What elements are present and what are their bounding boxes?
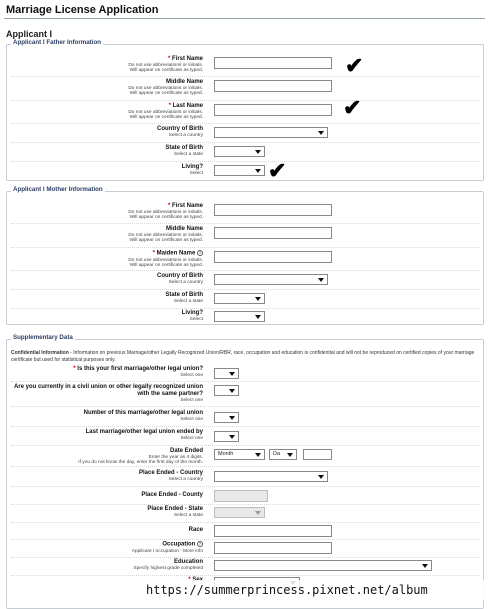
union-number-hint: Select one bbox=[180, 417, 203, 422]
row-separator bbox=[11, 76, 479, 77]
union-number-label: Number of this marriage/other legal union bbox=[83, 410, 203, 416]
mother-state-of-birth-label: State of Birth bbox=[165, 292, 203, 298]
mother-first-name-input[interactable] bbox=[214, 204, 332, 216]
row-separator bbox=[11, 406, 479, 407]
chevron-down-icon bbox=[287, 453, 293, 457]
row-separator bbox=[11, 466, 479, 467]
last-ended-by-hint: Select one bbox=[180, 436, 203, 441]
father-living-hint: Select bbox=[189, 171, 203, 176]
mother-section-legend: Applicant I Mother Information bbox=[13, 186, 103, 193]
place-country-label: Place Ended - Country bbox=[138, 470, 203, 476]
date-ended-label: Date Ended bbox=[169, 448, 203, 454]
chevron-down-icon bbox=[318, 475, 324, 479]
civil-union-label: Are you currently in a civil union or other legally recognized union bbox=[13, 384, 203, 390]
father-living-label: Living? bbox=[181, 164, 203, 170]
father-first-name-hint: Do not use abbreviations or initials. bbox=[128, 63, 203, 68]
chevron-down-icon bbox=[255, 297, 261, 301]
chevron-down-icon bbox=[255, 453, 261, 457]
mother-state-of-birth-hint: Select a state bbox=[173, 299, 203, 304]
father-country-of-birth-select[interactable] bbox=[214, 127, 328, 138]
father-middle-name-input[interactable] bbox=[214, 80, 332, 92]
father-middle-name-label: Middle Name bbox=[165, 79, 203, 85]
required-marker: * bbox=[168, 103, 171, 109]
mother-maiden-name-label: Maiden Name bbox=[156, 250, 196, 257]
row-separator bbox=[11, 270, 479, 271]
month-value: Month bbox=[218, 451, 234, 457]
chevron-down-icon bbox=[318, 131, 324, 135]
row-separator bbox=[11, 289, 479, 290]
date-ended-day-select[interactable] bbox=[269, 449, 297, 460]
father-last-name-input[interactable] bbox=[214, 104, 332, 116]
row-separator bbox=[11, 426, 479, 427]
mother-state-of-birth-select[interactable] bbox=[214, 293, 265, 304]
father-state-of-birth-label: State of Birth bbox=[165, 145, 203, 151]
watermark-url: https://summerprincess.pixnet.net/album bbox=[140, 580, 489, 600]
occupation-hint: Applicant I occupation - More info bbox=[131, 548, 203, 554]
education-select[interactable] bbox=[214, 560, 432, 571]
mother-middle-name-input[interactable] bbox=[214, 227, 332, 239]
father-state-of-birth-select[interactable] bbox=[214, 146, 265, 157]
chevron-down-icon bbox=[229, 435, 235, 439]
place-state-select[interactable] bbox=[214, 507, 265, 518]
chevron-down-icon bbox=[422, 564, 428, 568]
mother-maiden-name-input[interactable] bbox=[214, 251, 332, 263]
required-marker: * bbox=[152, 250, 155, 257]
first-union-select[interactable] bbox=[214, 368, 239, 379]
date-ended-month-select[interactable] bbox=[214, 449, 265, 460]
father-first-name-input[interactable] bbox=[214, 57, 332, 69]
row-separator bbox=[11, 223, 479, 224]
father-state-of-birth-hint: Select a state bbox=[173, 152, 203, 157]
first-union-label: Is this your first marriage/other legal union? bbox=[77, 366, 203, 372]
place-county-input[interactable] bbox=[214, 490, 268, 502]
occupation-label: Occupation bbox=[162, 541, 196, 548]
row-separator bbox=[11, 445, 479, 446]
checkmark-icon: ✔ bbox=[343, 95, 362, 120]
confidential-notice bbox=[11, 350, 479, 363]
chevron-down-icon bbox=[255, 150, 261, 154]
mother-middle-name-hint: Do not use abbreviations or initials. bbox=[128, 233, 203, 238]
mother-country-of-birth-label: Country of Birth bbox=[157, 273, 203, 279]
father-last-name-hint: Do not use abbreviations or initials. bbox=[128, 110, 203, 115]
union-number-select[interactable] bbox=[214, 412, 239, 423]
mother-middle-name-label: Middle Name bbox=[165, 226, 203, 232]
checkmark-icon: ✔ bbox=[268, 158, 287, 183]
help-icon[interactable]: ? bbox=[198, 541, 202, 546]
row-separator bbox=[11, 539, 479, 540]
civil-union-label-2: with the same partner? bbox=[137, 391, 203, 397]
chevron-down-icon bbox=[255, 315, 261, 319]
row-separator bbox=[11, 247, 479, 248]
date-ended-hint: Enter the year as 4 digits. bbox=[148, 455, 203, 460]
father-last-name-hint-2: Will appear on certificate as typed. bbox=[129, 115, 203, 121]
date-ended-hint-2: If you do not know the day, enter the first day of the month. bbox=[78, 460, 203, 466]
mother-living-label: Living? bbox=[181, 310, 203, 316]
father-information-section bbox=[6, 39, 484, 181]
race-input[interactable] bbox=[214, 525, 332, 537]
place-country-hint: Select a country bbox=[168, 477, 203, 482]
row-separator bbox=[11, 522, 479, 523]
father-living-select[interactable] bbox=[214, 165, 265, 176]
help-icon[interactable]: ? bbox=[198, 250, 202, 255]
chevron-down-icon bbox=[255, 511, 261, 515]
mother-first-name-hint: Do not use abbreviations or initials. bbox=[128, 210, 203, 215]
mother-maiden-name-hint-2: Will appear on certificate as typed. bbox=[129, 262, 203, 268]
place-state-label: Place Ended - State bbox=[147, 506, 203, 512]
race-label: Race bbox=[188, 527, 203, 533]
mother-country-of-birth-select[interactable] bbox=[214, 274, 328, 285]
place-county-label: Place Ended - County bbox=[141, 492, 203, 498]
first-union-hint: Select one bbox=[180, 373, 203, 378]
last-ended-by-select[interactable] bbox=[214, 431, 239, 442]
civil-union-select[interactable] bbox=[214, 385, 239, 396]
mother-maiden-name-hint: Do not use abbreviations or initials. bbox=[128, 257, 203, 263]
place-country-select[interactable] bbox=[214, 471, 328, 482]
chevron-down-icon bbox=[229, 416, 235, 420]
row-separator bbox=[11, 100, 479, 101]
father-first-name-hint-2: Will appear on certificate as typed. bbox=[129, 68, 203, 74]
row-separator bbox=[11, 123, 479, 124]
place-state-hint: Select a state bbox=[173, 513, 203, 518]
chevron-down-icon bbox=[229, 372, 235, 376]
row-separator bbox=[11, 557, 479, 558]
mother-middle-name-hint-2: Will appear on certificate as typed. bbox=[129, 238, 203, 244]
father-first-name-label: First Name bbox=[171, 56, 203, 62]
row-separator bbox=[11, 575, 479, 576]
chevron-down-icon bbox=[255, 169, 261, 173]
father-country-of-birth-hint: Select a country bbox=[168, 133, 203, 138]
mother-information-section bbox=[6, 186, 484, 325]
father-middle-name-hint: Do not use abbreviations or initials. bbox=[128, 86, 203, 91]
required-marker: * bbox=[167, 203, 171, 209]
row-separator bbox=[11, 504, 479, 505]
applicant-heading: Applicant I bbox=[6, 29, 53, 39]
confidential-text: - Information on previous Marriage/other Legally Recognized Union/RBR, race, occupation and education is confidential and will not be reproduced on certified copies of your marriage certificate but used for statistical purposes only. bbox=[11, 350, 475, 363]
mother-country-of-birth-hint: Select a country bbox=[168, 280, 203, 285]
page-title: Marriage License Application bbox=[6, 4, 159, 16]
mother-living-select[interactable] bbox=[214, 311, 265, 322]
date-ended-year-input[interactable] bbox=[303, 449, 332, 460]
day-value: Da bbox=[273, 451, 281, 457]
father-country-of-birth-label: Country of Birth bbox=[157, 126, 203, 132]
education-label: Education bbox=[173, 559, 203, 565]
required-marker: * bbox=[73, 366, 76, 372]
chevron-down-icon bbox=[229, 389, 235, 393]
row-separator bbox=[11, 486, 479, 487]
confidential-title: Confidential Information bbox=[11, 350, 69, 356]
row-separator bbox=[11, 308, 479, 309]
chevron-down-icon bbox=[318, 278, 324, 282]
supplementary-data-section bbox=[6, 334, 484, 609]
occupation-input[interactable] bbox=[214, 542, 332, 554]
father-middle-name-hint-2: Will appear on certificate as typed. bbox=[129, 91, 203, 97]
mother-first-name-hint-2: Will appear on certificate as typed. bbox=[129, 215, 203, 221]
row-separator bbox=[11, 381, 479, 382]
row-separator bbox=[11, 161, 479, 162]
father-section-legend: Applicant I Father Information bbox=[13, 39, 102, 46]
mother-first-name-label: First Name bbox=[171, 203, 203, 209]
mother-living-hint: Select bbox=[189, 317, 203, 322]
civil-union-hint: Select one bbox=[180, 398, 203, 403]
last-ended-by-label: Last marriage/other legal union ended by bbox=[85, 429, 203, 435]
title-divider bbox=[4, 18, 485, 19]
required-marker: * bbox=[167, 56, 171, 62]
row-separator bbox=[11, 142, 479, 143]
supplementary-section-legend: Supplementary Data bbox=[13, 334, 73, 341]
father-last-name-label: Last Name bbox=[172, 103, 203, 109]
checkmark-icon: ✔ bbox=[345, 53, 364, 78]
education-hint: Specify highest grade completed bbox=[133, 566, 203, 571]
